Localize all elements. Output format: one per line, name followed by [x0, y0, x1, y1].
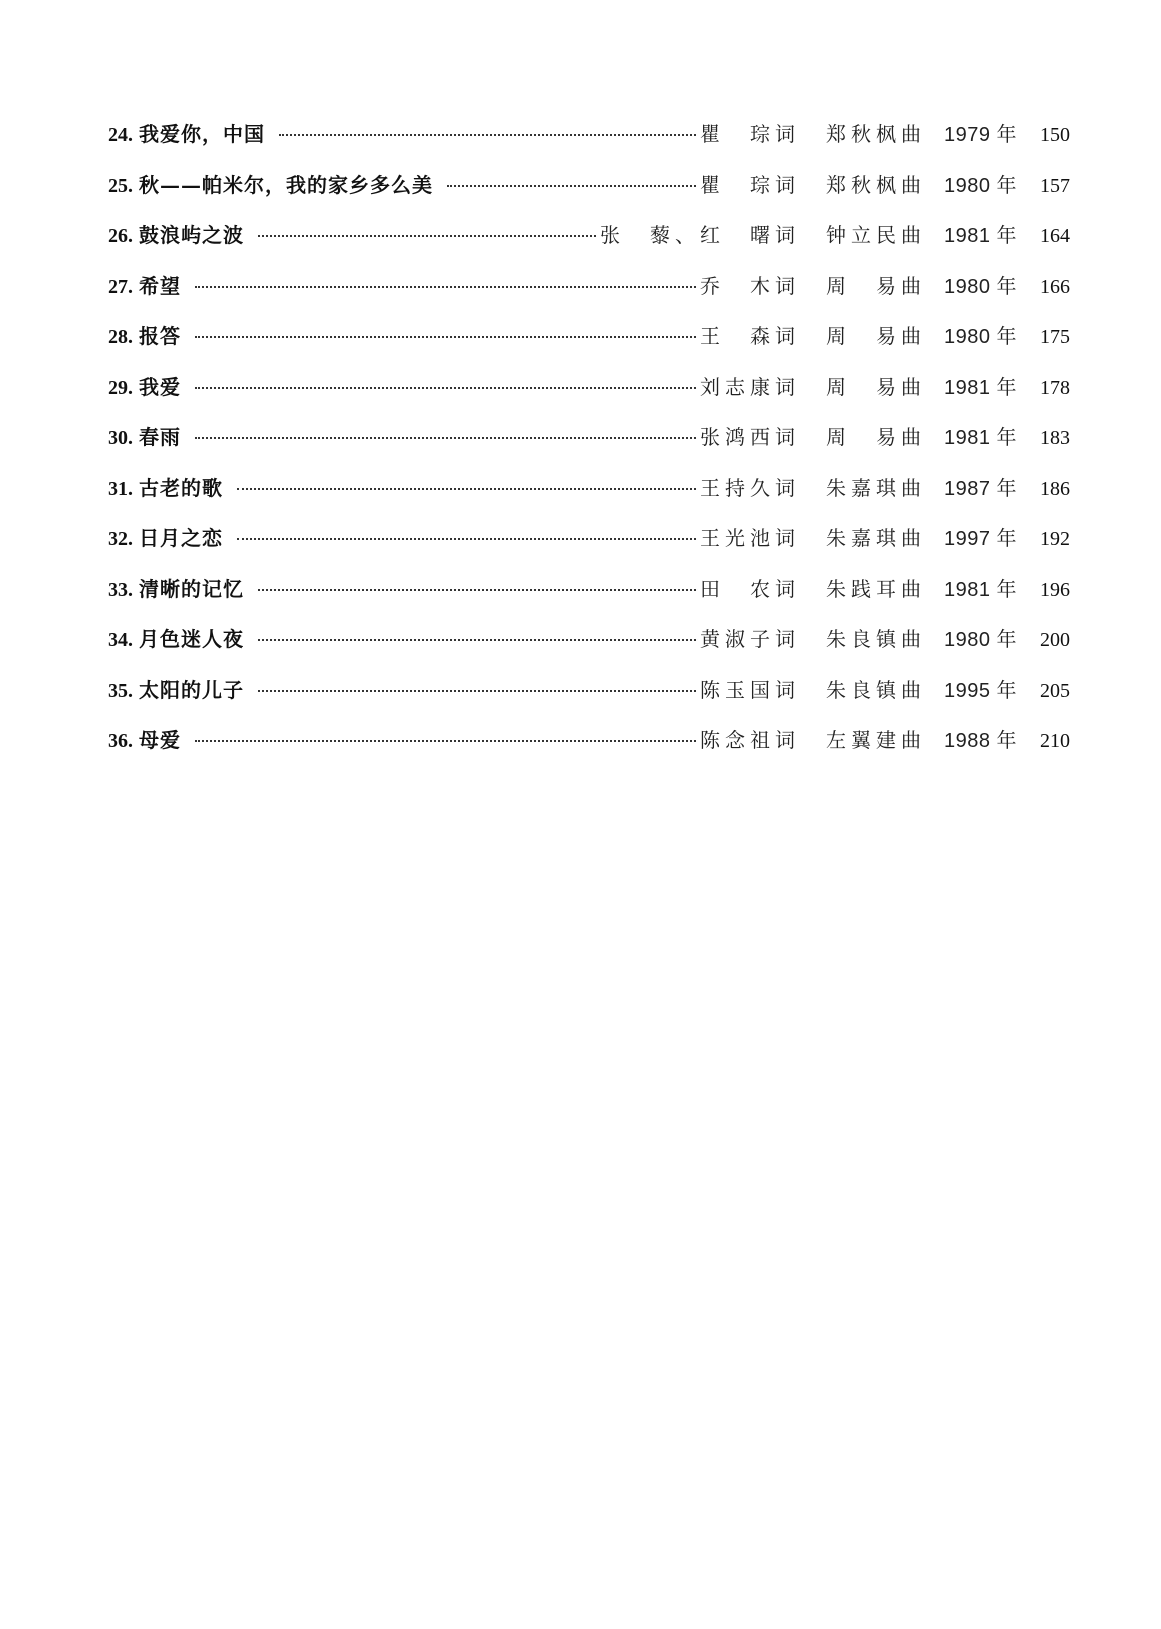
- entry-number: 34.: [108, 629, 133, 651]
- entry-number: 36.: [108, 730, 133, 752]
- dot-leader: [195, 336, 696, 338]
- year: 1980 年: [944, 174, 1018, 197]
- page-number: 178: [1040, 376, 1070, 399]
- year: 1995 年: [944, 679, 1018, 702]
- dot-leader: [258, 690, 696, 692]
- toc-entry[interactable]: [108, 623, 1070, 674]
- song-title: 清晰的记忆: [139, 576, 244, 601]
- page-number: 186: [1040, 477, 1070, 500]
- dot-leader: [237, 538, 696, 540]
- toc-entry[interactable]: [108, 724, 1070, 775]
- song-title: 母爱: [139, 728, 181, 752]
- entry-number: 24.: [108, 124, 133, 146]
- toc-entry[interactable]: [108, 573, 1070, 624]
- lyricist: 瞿 琮词: [700, 122, 800, 146]
- composer: 郑秋枫曲: [826, 172, 926, 197]
- page-number: 157: [1040, 174, 1070, 197]
- lyricist: 刘志康词: [700, 374, 800, 399]
- song-title: 希望: [139, 273, 181, 298]
- dot-leader: [195, 740, 696, 742]
- lyricist: 陈念祖词: [700, 728, 800, 752]
- year: 1979 年: [944, 124, 1018, 146]
- entry-number: 32.: [108, 528, 133, 550]
- song-title: 日月之恋: [139, 526, 223, 550]
- toc-entry[interactable]: [108, 118, 1070, 169]
- toc-entry[interactable]: [108, 169, 1070, 220]
- toc-entry[interactable]: [108, 320, 1070, 371]
- entry-number: 31.: [108, 477, 133, 500]
- song-title: 太阳的儿子: [139, 677, 244, 702]
- lyricist: 乔 木词: [700, 273, 800, 298]
- song-title: 春雨: [139, 425, 181, 449]
- composer: 朱良镇曲: [826, 627, 926, 651]
- dot-leader: [258, 589, 696, 591]
- lyricist: 田 农词: [700, 576, 800, 601]
- song-title: 鼓浪屿之波: [139, 223, 244, 247]
- lyricist: 王光池词: [700, 526, 800, 550]
- composer: 周 易曲: [826, 425, 926, 449]
- year: 1988 年: [944, 730, 1018, 752]
- dot-leader: [258, 235, 596, 237]
- composer: 朱良镇曲: [826, 677, 926, 702]
- entry-number: 29.: [108, 376, 133, 399]
- composer: 左翼建曲: [826, 728, 926, 752]
- song-title: 我爱你，中国: [139, 122, 265, 146]
- toc-entry[interactable]: [108, 674, 1070, 725]
- year: 1980 年: [944, 326, 1018, 348]
- year: 1981 年: [944, 225, 1018, 247]
- lyricist: 张 藜、红 曙词: [600, 223, 800, 247]
- page-number: 192: [1040, 528, 1070, 550]
- composer: 朱践耳曲: [826, 576, 926, 601]
- lyricist: 王持久词: [700, 475, 800, 500]
- page-number: 205: [1040, 679, 1070, 702]
- dot-leader: [195, 387, 696, 389]
- composer: 钟立民曲: [826, 223, 926, 247]
- composer: 朱嘉琪曲: [826, 526, 926, 550]
- entry-number: 25.: [108, 174, 133, 197]
- year: 1987 年: [944, 477, 1018, 500]
- lyricist: 张鸿西词: [700, 425, 800, 449]
- dot-leader: [195, 286, 696, 288]
- page-number: 183: [1040, 427, 1070, 449]
- composer: 朱嘉琪曲: [826, 475, 926, 500]
- year: 1981 年: [944, 427, 1018, 449]
- toc-entry[interactable]: [108, 522, 1070, 573]
- year: 1981 年: [944, 578, 1018, 601]
- page-number: 166: [1040, 275, 1070, 298]
- page-number: 150: [1040, 124, 1070, 146]
- page-number: 200: [1040, 629, 1070, 651]
- dot-leader: [195, 437, 696, 439]
- composer: 郑秋枫曲: [826, 122, 926, 146]
- toc-entry[interactable]: [108, 371, 1070, 422]
- song-title: 秋——帕米尔，我的家乡多么美: [139, 172, 433, 197]
- composer: 周 易曲: [826, 324, 926, 348]
- dot-leader: [447, 185, 696, 187]
- table-of-contents: [108, 118, 1070, 775]
- toc-entry[interactable]: [108, 270, 1070, 321]
- lyricist: 陈玉国词: [700, 677, 800, 702]
- composer: 周 易曲: [826, 273, 926, 298]
- song-title: 月色迷人夜: [139, 627, 244, 651]
- toc-entry[interactable]: [108, 219, 1070, 270]
- page-number: 196: [1040, 578, 1070, 601]
- entry-number: 26.: [108, 225, 133, 247]
- dot-leader: [258, 639, 696, 641]
- year: 1981 年: [944, 376, 1018, 399]
- page-number: 175: [1040, 326, 1070, 348]
- lyricist: 王 森词: [700, 324, 800, 348]
- dot-leader: [279, 134, 696, 136]
- dot-leader: [237, 488, 696, 490]
- year: 1997 年: [944, 528, 1018, 550]
- song-title: 报答: [139, 324, 181, 348]
- page-number: 210: [1040, 730, 1070, 752]
- composer: 周 易曲: [826, 374, 926, 399]
- entry-number: 35.: [108, 679, 133, 702]
- entry-number: 28.: [108, 326, 133, 348]
- lyricist: 黄淑子词: [700, 627, 800, 651]
- song-title: 我爱: [139, 374, 181, 399]
- toc-entry[interactable]: [108, 472, 1070, 523]
- year: 1980 年: [944, 629, 1018, 651]
- entry-number: 30.: [108, 427, 133, 449]
- page-number: 164: [1040, 225, 1070, 247]
- entry-number: 27.: [108, 275, 133, 298]
- year: 1980 年: [944, 275, 1018, 298]
- toc-entry[interactable]: [108, 421, 1070, 472]
- entry-number: 33.: [108, 578, 133, 601]
- song-title: 古老的歌: [139, 475, 223, 500]
- lyricist: 瞿 琮词: [700, 172, 800, 197]
